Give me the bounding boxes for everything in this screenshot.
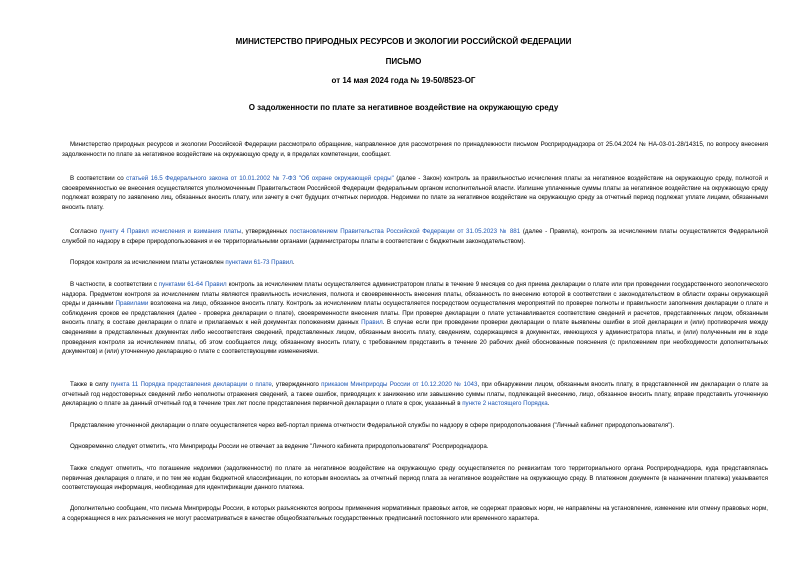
paragraph-1: Министерство природных ресурсов и экологии Российской Федерации рассмотрело обращение, направленное для рассмотрения по принадлежности письмом Росприроднадзора от 25.04.2024 № НА-03-01-28/14315, по вопросу внесения задолженности по плате за негативное воздействие на окружающую среду и, в пределах компетенции, сообщает.: [62, 141, 768, 158]
document-type: ПИСЬМО: [385, 57, 422, 66]
link-procedure-point-2[interactable]: пункте 2 настоящего Порядка: [462, 400, 548, 408]
link-rules-points-61-64[interactable]: пунктами 61-64 Правил: [158, 281, 227, 288]
paragraph-8: Одновременно следует отметить, что Минприроды России не отвечает за ведение "Личного кабинета природопользователя" Росприроднадзора.: [70, 443, 489, 450]
paragraph-5: [62, 280, 768, 357]
link-rules-2[interactable]: Правил: [361, 319, 383, 327]
paragraph-9: Также следует отметить, что погашение недоимки (задолженности) по плате за негативное воздействие на окружающую среду осуществляется по реквизитам того территориального органа Росприроднадзора, куда представлялась первичная декларация о плате, и по тем же кодам бюджетной классификации, по которым вносилась за отчетный период плата за негативное воздействие на окружающую среду. В платежном документе (в назначении платежа) указывается соответствующая информация, необходимая для идентификации данного платежа.: [62, 465, 768, 492]
text: В соответствии со: [70, 175, 127, 182]
ministry-title: МИНИСТЕРСТВО ПРИРОДНЫХ РЕСУРСОВ И ЭКОЛОГИИ РОССИЙСКОЙ ФЕДЕРАЦИИ: [235, 37, 572, 46]
text: Также в силу: [70, 381, 111, 388]
document-subject: О задолженности по плате за негативное воздействие на окружающую среду: [248, 103, 559, 112]
text: , утвержденных: [241, 228, 290, 235]
text: возложена на лицо, обязанное вносить плату. Контроль за исчислением платы осуществляется посредством осуществления мероприятий по проверке полноты и правильности заполнения декларации о плате и соблюдения сроков ее представления (далее - проверка декларации о плате), своевременности внесения платы. При проверке декларации о плате устанавливается соответствие сведений и расчетов, представленных лицом, обязанным вносить плату, в составе декларации о плате и прилагаемых к ней документах положениям данных: [62, 300, 768, 327]
document-date-number: от 14 мая 2024 года № 19-50/8523-ОГ: [331, 76, 476, 85]
text: . В случае если при проведении проверки декларации о плате выявлены ошибки в этой декларации и (или) противоречия между сведениями в представленных документах либо несоответствия сведений, представленных лицом, обязанным вносить плату, сведениям, содержащимся в документах, имеющихся у администратора платы, и (или) полученным им в ходе проведения контроля за исчислением платы, об этом сообщается лицу, обязанному вносить плату, с требованием представить в течение 20 рабочих дней обоснованные пояснения (с приложением при необходимости дополнительных документов) и (или) уточненную декларацию о плате с соответствующими изменениями.: [62, 319, 768, 356]
text: В частности, в соответствии с: [70, 281, 159, 288]
link-law-article-16-5[interactable]: статьей 16.5 Федерального закона от 10.01.2002 № 7-ФЗ "Об охране окружающей среды": [126, 175, 394, 182]
link-rules[interactable]: Правилами: [115, 300, 149, 308]
text: (далее - Закон) контроль за правильностью исчисления платы за негативное воздействие на окружающую среду, полнотой и своевременностью ее внесения осуществляется уполномоченным Правительством Российской Федерации федеральным органом исполнительной власти. Излишне уплаченные суммы платы за негативное воздействие на окружающую среду подлежат возврату по заявлению лиц, обязанных вносить плату, или зачету в счет будущих отчетных периодов. Недоимки по плате за негативное воздействие на окружающую среду за отчетный период подлежат уплате лицами, обязанными вносить плату.: [62, 175, 768, 211]
paragraph-7: Представление уточненной декларации о плате осуществляется через веб-портал приема отчетности Федеральной службы по надзору в сфере природопользования ("Личный кабинет природопользователя").: [70, 422, 675, 429]
text: .: [292, 259, 295, 266]
link-government-decree-881[interactable]: постановлением Правительства Российской Федерации от 31.05.2023 № 881: [289, 228, 521, 235]
text: Согласно: [70, 228, 100, 235]
paragraph-6: [62, 380, 768, 409]
link-order-1043[interactable]: приказом Минприроды России от 10.12.2020 № 1043: [321, 381, 478, 388]
paragraph-4: [62, 258, 768, 268]
paragraph-10: Дополнительно сообщаем, что письма Минприроды России, в которых разъясняются вопросы применения нормативных правовых актов, не содержат правовых норм, не направлены на установление, изменение или отмену правовых норм, а содержащиеся в них разъяснения не могут рассматриваться в качестве общеобязательных государственных предписаний постоянного или временного характера.: [62, 505, 768, 522]
text: .: [547, 400, 550, 408]
paragraph-3: [62, 227, 768, 246]
text: (далее - Правила), контроль за исчислением платы осуществляется Федеральной службой по надзору в сфере природопользования и ее территориальными органами (администраторы платы в соответствии с бюджетным законодательством).: [62, 228, 768, 245]
text: Порядок контроля за исчислением платы установлен: [70, 259, 226, 266]
paragraph-2: [62, 174, 768, 212]
text: контроль за исчислением платы осуществляется администратором платы в течение 9 месяцев со дня приема декларации о плате или при проведении государственного экологического надзора. Предметом контроля за исчислением платы являются правильность исчисления, полнота и своевременность внесения платы, обязанность по внесению которой в соответствии с законодательством в области охраны окружающей среды и данными: [62, 281, 768, 308]
link-rules-point-4[interactable]: пункту 4 Правил исчисления и взимания платы: [99, 228, 242, 235]
link-rules-points-61-73[interactable]: пунктами 61-73 Правил: [225, 259, 293, 266]
link-procedure-point-11[interactable]: пункта 11 Порядка представления декларации о плате: [110, 381, 272, 388]
text: , утвержденного: [271, 381, 322, 388]
text: , при обнаружении лицом, обязанным вносить плату, в представленной им декларации о плате за отчетный год недостоверных сведений либо неполноты отражения сведений, а также ошибок, приводящих к занижению или завышению суммы платы, подлежащей внесению, лицо, обязанное вносить плату, вправе представить уточненную декларацию о плате за данный отчетный год в течение трех лет после представления первичной декларации о плате в срок, указанный в: [62, 381, 768, 408]
